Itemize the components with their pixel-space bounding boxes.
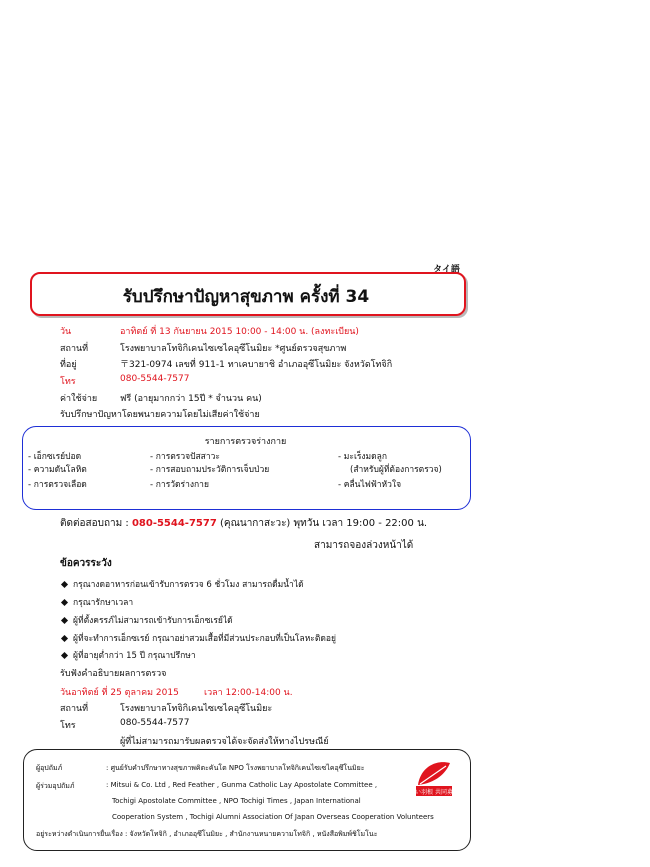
language-tag: タイ語 bbox=[433, 265, 460, 275]
date-value: อาทิตย์ ที่ 13 กันยายน 2015 10:00 - 14:00 น. (ลงทะเบียน) bbox=[120, 327, 359, 337]
warning-item: กรุณารักษาเวลา bbox=[62, 595, 133, 609]
warnings-title: ข้อควรระวัง bbox=[60, 558, 112, 569]
info-note: รับปรึกษาปัญหาโดยพนายความโดยไม่เสียค่าใช้จ่าย bbox=[60, 410, 260, 420]
date-label: วัน bbox=[60, 327, 72, 337]
fee-value: ฟรี (อายุมากกว่า 15ปี * จำนวน คน) bbox=[120, 394, 262, 404]
exam-header: รายการตรวจร่างกาย bbox=[204, 437, 287, 447]
results-phone-label: โทร bbox=[60, 721, 76, 731]
contact-label: ติดต่อสอบถาม : bbox=[60, 518, 129, 529]
exam-item: - การตรวจเลือด bbox=[28, 480, 87, 490]
exam-item: - ความดันโลหิต bbox=[28, 465, 87, 475]
sponsor-line: Tochigi Apostolate Committee , NPO Tochigi Times , Japan International bbox=[112, 797, 361, 805]
results-note: ผู้ที่ไม่สามารถมารับผลตรวจได้จะจัดส่งให้ทางไปรษณีย์ bbox=[120, 737, 329, 747]
sponsor-label: ผู้ร่วมอุปถัมภ์ bbox=[36, 782, 75, 790]
exam-item: - เอ็กซเรย์ปอด bbox=[28, 452, 82, 462]
results-date: วันอาทิตย์ ที่ 25 ตุลาคม 2015 bbox=[60, 688, 179, 698]
results-phone-value: 080-5544-7577 bbox=[120, 718, 190, 728]
warning-item: ผู้ที่ตั้งครรภ์ไม่สามารถเข้ารับการเอ็กซเรย์ได้ bbox=[62, 613, 233, 627]
warning-item: ผู้ที่อายุต่ำกว่า 15 ปี กรุณาปรึกษา bbox=[62, 648, 196, 662]
results-place-label: สถานที่ bbox=[60, 704, 89, 714]
svg-text:赤い羽根 共同募金: 赤い羽根 共同募金 bbox=[409, 789, 459, 796]
bullet-icon bbox=[61, 617, 68, 624]
exam-item: - การตรวจปัสสาวะ bbox=[150, 452, 220, 462]
contact-rest: (คุณนากาสะวะ) พุทวัน เวลา 19:00 - 22:00 น. bbox=[219, 518, 428, 529]
address-value: 〒321-0974 เลขที่ 911-1 ทาเคบายาชิ อำเภออุซึโนมิยะ จังหวัดโทจิกิ bbox=[120, 360, 393, 370]
warning-item: ผู้ที่จะทำการเอ็กซเรย์ กรุณาอย่าสวมเสื้อที่มีส่วนประกอบที่เป็นโลหะติดอยู่ bbox=[62, 631, 336, 645]
bullet-icon bbox=[61, 635, 68, 642]
contact-phone: 080-5544-7577 bbox=[131, 518, 217, 529]
place-label: สถานที่ bbox=[60, 344, 89, 354]
page-title: รับปรึกษาปัญหาสุขภาพ ครั้งที่ 34 bbox=[122, 287, 370, 307]
support-note: อยู่ระหว่างดำเนินการยื่นเรื่อง : จังหวัดโทจิกิ , อำเภออุซึโนมิยะ , สำนักงานหนายความโทจิกิ , หนังสือพิมพ์ชิโมโนะ bbox=[36, 830, 378, 838]
reservation-note: สามารถจองล่วงหน้าได้ bbox=[314, 540, 414, 551]
exam-item: - คลื่นไฟฟ้าหัวใจ bbox=[338, 480, 402, 490]
place-value: โรงพยาบาลโทจิกิเคนไซเซไคอุซึโนมิยะ *ศูนย์ตรวจสุขภาพ bbox=[120, 344, 347, 354]
organizer-label: ผู้อุปถัมภ์ bbox=[36, 764, 63, 772]
bullet-icon bbox=[61, 599, 68, 606]
exam-item: - การวัดร่างกาย bbox=[150, 480, 209, 490]
exam-item: (สำหรับผู้ที่ต้องการตรวจ) bbox=[350, 465, 442, 475]
phone-value: 080-5544-7577 bbox=[120, 374, 190, 384]
address-label: ที่อยู่ bbox=[60, 360, 77, 370]
sponsor-line: : Mitsui & Co. Ltd , Red Feather , Gunma Catholic Lay Apostolate Committee , bbox=[106, 781, 378, 789]
bullet-icon bbox=[61, 581, 68, 588]
phone-label: โทร bbox=[60, 377, 76, 387]
results-place-value: โรงพยาบาลโทจิกิเคนไซเซไคอุซึโนมิยะ bbox=[120, 704, 273, 714]
sponsor-line: Cooperation System , Tochigi Alumni Association Of Japan Overseas Cooperation Volunteers bbox=[112, 813, 434, 821]
red-feather-logo bbox=[409, 757, 459, 797]
contact-line bbox=[60, 516, 427, 531]
results-heading: รับฟังคำอธิบายผลการตรวจ bbox=[60, 669, 167, 679]
results-time: เวลา 12:00-14:00 น. bbox=[204, 688, 293, 698]
exam-item: - มะเร็งมดลูก bbox=[338, 452, 388, 462]
fee-label: ค่าใช้จ่าย bbox=[60, 394, 98, 404]
warning-item: กรุณางดอาหารก่อนเข้ารับการตรวจ 6 ชั่วโมง สามารถดื่มน้ำได้ bbox=[62, 577, 304, 591]
bullet-icon bbox=[61, 652, 68, 659]
organizer-value: : ศูนย์รับคำปรึกษาทางสุขภาพคิตะคันโต NPO โรงพยาบาลโทจิกิเคนไซเซไคอุซึโนมิยะ bbox=[106, 764, 365, 772]
exam-item: - การสอบถามประวัติการเจ็บป่วย bbox=[150, 465, 270, 475]
